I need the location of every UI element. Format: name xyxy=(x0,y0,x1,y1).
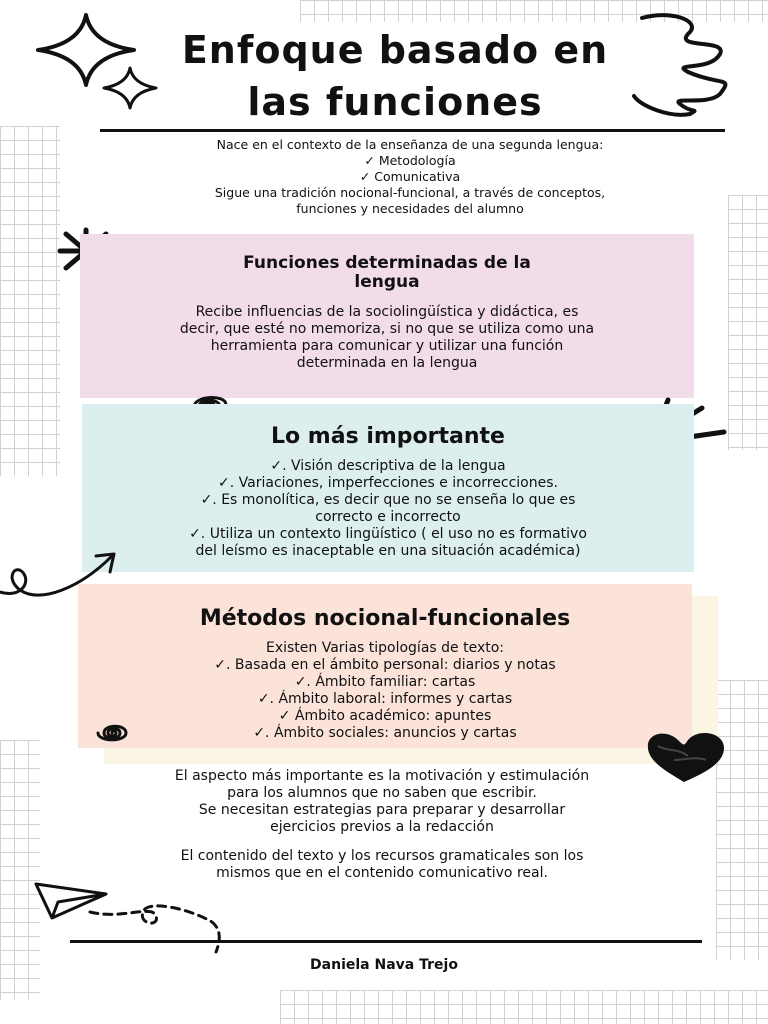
list-item: del leísmo es inaceptable en una situación académica) xyxy=(195,543,581,559)
title-line-2: las funciones xyxy=(247,80,543,124)
intro-check-item: ✓ Metodología xyxy=(364,153,456,168)
intro-line: funciones y necesidades del alumno xyxy=(296,201,524,216)
grid-pattern-right-upper xyxy=(728,195,768,450)
section-importante-list xyxy=(102,458,674,560)
closing-paragraph-2 xyxy=(104,848,660,882)
list-item: ✓. Visión descriptiva de la lengua xyxy=(270,458,506,474)
closing-line: mismos que en el contenido comunicativo real. xyxy=(216,865,548,881)
section-metodos-title: Métodos nocional-funcionales xyxy=(199,606,571,631)
closing-line: Se necesitan estrategias para preparar y desarrollar xyxy=(198,802,566,818)
section-metodos-panel xyxy=(78,584,692,748)
list-item: correcto e incorrecto xyxy=(315,509,461,525)
grid-pattern-bottom xyxy=(280,990,768,1024)
spiral-icon-small xyxy=(90,718,134,748)
list-item: ✓. Ámbito sociales: anuncios y cartas xyxy=(253,725,517,741)
section-funciones-panel xyxy=(80,234,694,398)
title-line-1: Enfoque basado en xyxy=(181,28,609,72)
list-item: Existen Varias tipologías de texto: xyxy=(265,640,505,656)
section-importante-panel xyxy=(82,404,694,572)
list-item: ✓. Variaciones, imperfecciones e incorrecciones. xyxy=(218,475,558,491)
list-item: ✓. Ámbito familiar: cartas xyxy=(294,674,476,690)
body-line: Recibe influencias de la sociolingüística y didáctica, es xyxy=(195,304,579,320)
section-importante-title: Lo más importante xyxy=(271,424,505,449)
closing-line: El aspecto más importante es la motivación y estimulación xyxy=(174,768,590,784)
author-name: Daniela Nava Trejo xyxy=(310,957,458,973)
body-line: decir, que esté no memoriza, si no que se utiliza como una xyxy=(179,321,595,337)
section-funciones-title xyxy=(140,254,634,292)
closing-paragraph xyxy=(104,768,660,836)
body-line: determinada en la lengua xyxy=(296,355,478,371)
intro-line: Sigue una tradición nocional-funcional, a través de conceptos, xyxy=(214,185,606,200)
section-funciones-body xyxy=(100,304,674,372)
title-divider xyxy=(100,129,725,132)
list-item: ✓. Es monolítica, es decir que no se enseña lo que es xyxy=(200,492,576,508)
closing-line: para los alumnos que no saben que escribir. xyxy=(227,785,537,801)
body-line: herramienta para comunicar y utilizar una función xyxy=(210,338,564,354)
intro-line: Nace en el contexto de la enseñanza de una segunda lengua: xyxy=(216,137,604,152)
list-item: ✓. Basada en el ámbito personal: diarios y notas xyxy=(214,657,556,673)
closing-line: ejercicios previos a la redacción xyxy=(270,819,494,835)
page-title xyxy=(150,24,640,128)
closing-line: El contenido del texto y los recursos gramaticales son los xyxy=(180,848,584,864)
grid-pattern-left-upper xyxy=(0,126,60,476)
list-item: ✓. Ámbito laboral: informes y cartas xyxy=(257,691,513,707)
spring-swirl-icon xyxy=(630,10,740,120)
list-item: ✓ Ámbito académico: apuntes xyxy=(278,708,492,724)
section-title-line: Funciones determinadas de la xyxy=(243,253,531,273)
intro-check-item: ✓ Comunicativa xyxy=(359,169,461,184)
grid-pattern-right-lower xyxy=(716,680,768,960)
paper-plane-icon xyxy=(32,880,232,960)
list-item: ✓. Utiliza un contexto lingüístico ( el uso no es formativo xyxy=(189,526,587,542)
intro-text xyxy=(130,137,690,217)
footer-divider xyxy=(70,940,702,943)
section-title-line: lengua xyxy=(354,272,420,292)
section-metodos-list xyxy=(98,640,672,742)
